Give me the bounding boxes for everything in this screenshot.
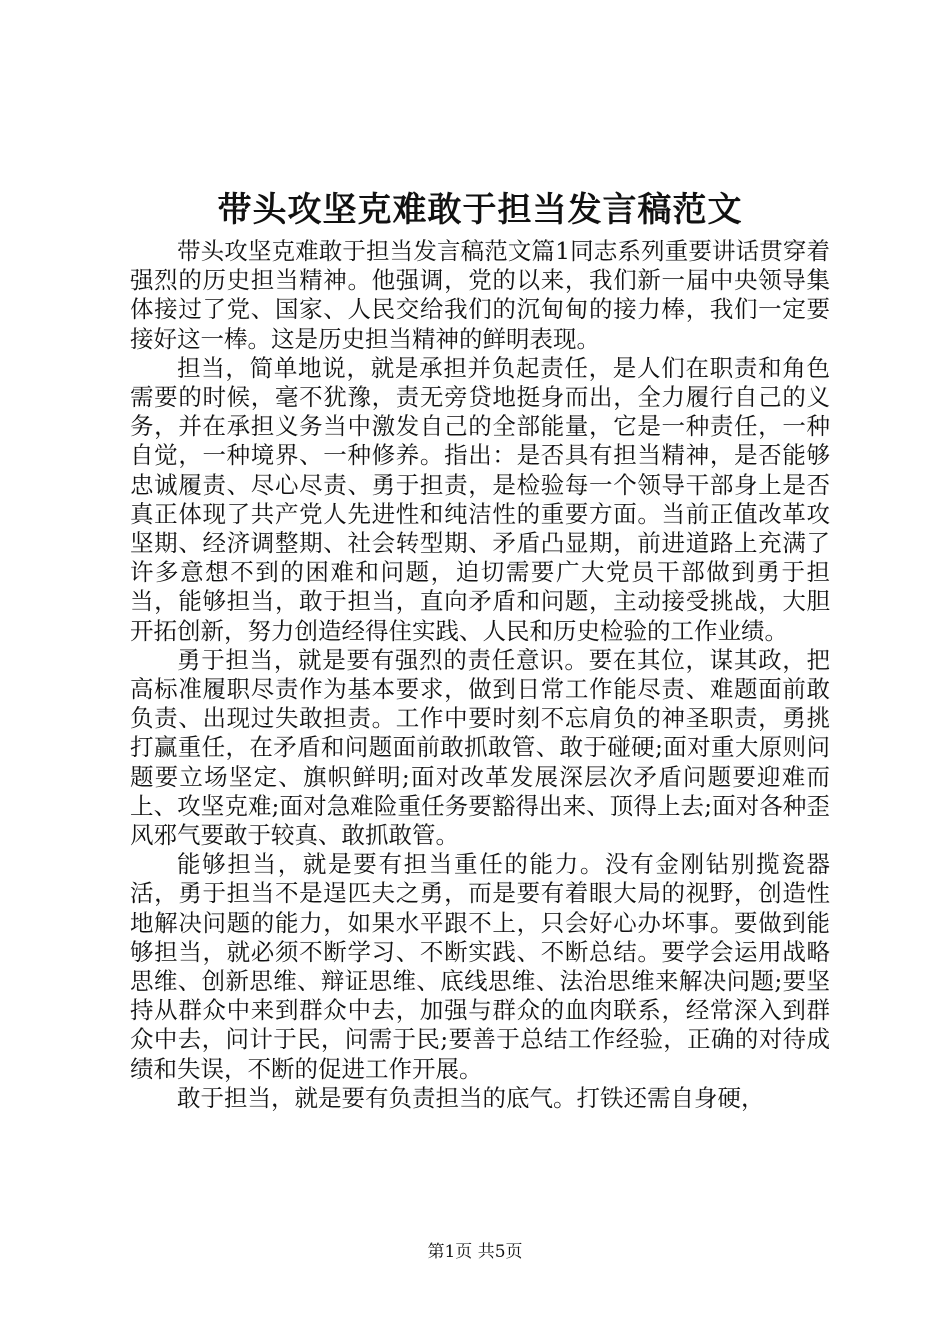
paragraph-3: 勇于担当，就是要有强烈的责任意识。要在其位，谋其政，把高标准履职尽责作为基本要求，做到日常工作能尽责、难题面前敢负责、出现过失敢担责。工作中要时刻不忘肩负的神圣职责，勇挑打赢重任，在矛盾和问题面前敢抓敢管、敢于碰硬;面对重大原则问题要立场坚定、旗帜鲜明;面对改革发展深层次矛盾问题要迎难而上、攻坚克难;面对急难险重任务要豁得出来、顶得上去;面对各种歪风邪气要敢于较真、敢抓敢管。 [130, 645, 830, 850]
paragraph-4: 能够担当，就是要有担当重任的能力。没有金刚钻别揽瓷器活，勇于担当不是逞匹夫之勇，而是要有着眼大局的视野，创造性地解决问题的能力，如果水平跟不上，只会好心办坏事。要做到能够担当，就必须不断学习、不断实践、不断总结。要学会运用战略思维、创新思维、辩证思维、底线思维、法治思维来解决问题;要坚持从群众中来到群众中去，加强与群众的血肉联系，经常深入到群众中去，问计于民，问需于民;要善于总结工作经验，正确的对待成绩和失误，不断的促进工作开展。 [130, 850, 830, 1083]
document-body [130, 237, 830, 1113]
paragraph-1: 带头攻坚克难敢于担当发言稿范文篇1同志系列重要讲话贯穿着强烈的历史担当精神。他强调，党的以来，我们新一届中央领导集体接过了党、国家、人民交给我们的沉甸甸的接力棒，我们一定要接好这一棒。这是历史担当精神的鲜明表现。 [130, 237, 830, 353]
document-title: 带头攻坚克难敢于担当发言稿范文 [217, 190, 743, 230]
paragraph-5: 敢于担当，就是要有负责担当的底气。打铁还需自身硬， [177, 1083, 765, 1112]
page-footer [0, 1240, 950, 1264]
document-page [130, 185, 830, 1113]
paragraph-2: 担当，简单地说，就是承担并负起责任，是人们在职责和角色需要的时候，毫不犹豫，责无旁贷地挺身而出，全力履行自己的义务，并在承担义务当中激发自己的全部能量，它是一种责任，一种自觉，一种境界、一种修养。指出：是否具有担当精神，是否能够忠诚履责、尽心尽责、勇于担责，是检验每一个领导干部身上是否真正体现了共产党人先进性和纯洁性的重要方面。当前正值改革攻坚期、经济调整期、社会转型期、矛盾凸显期，前进道路上充满了许多意想不到的困难和问题，迫切需要广大党员干部做到勇于担当，能够担当，敢于担当，直向矛盾和问题，主动接受挑战，大胆开拓创新，努力创造经得住实践、人民和历史检验的工作业绩。 [130, 353, 830, 645]
page-indicator: 第1页 共5页 [427, 1242, 523, 1262]
